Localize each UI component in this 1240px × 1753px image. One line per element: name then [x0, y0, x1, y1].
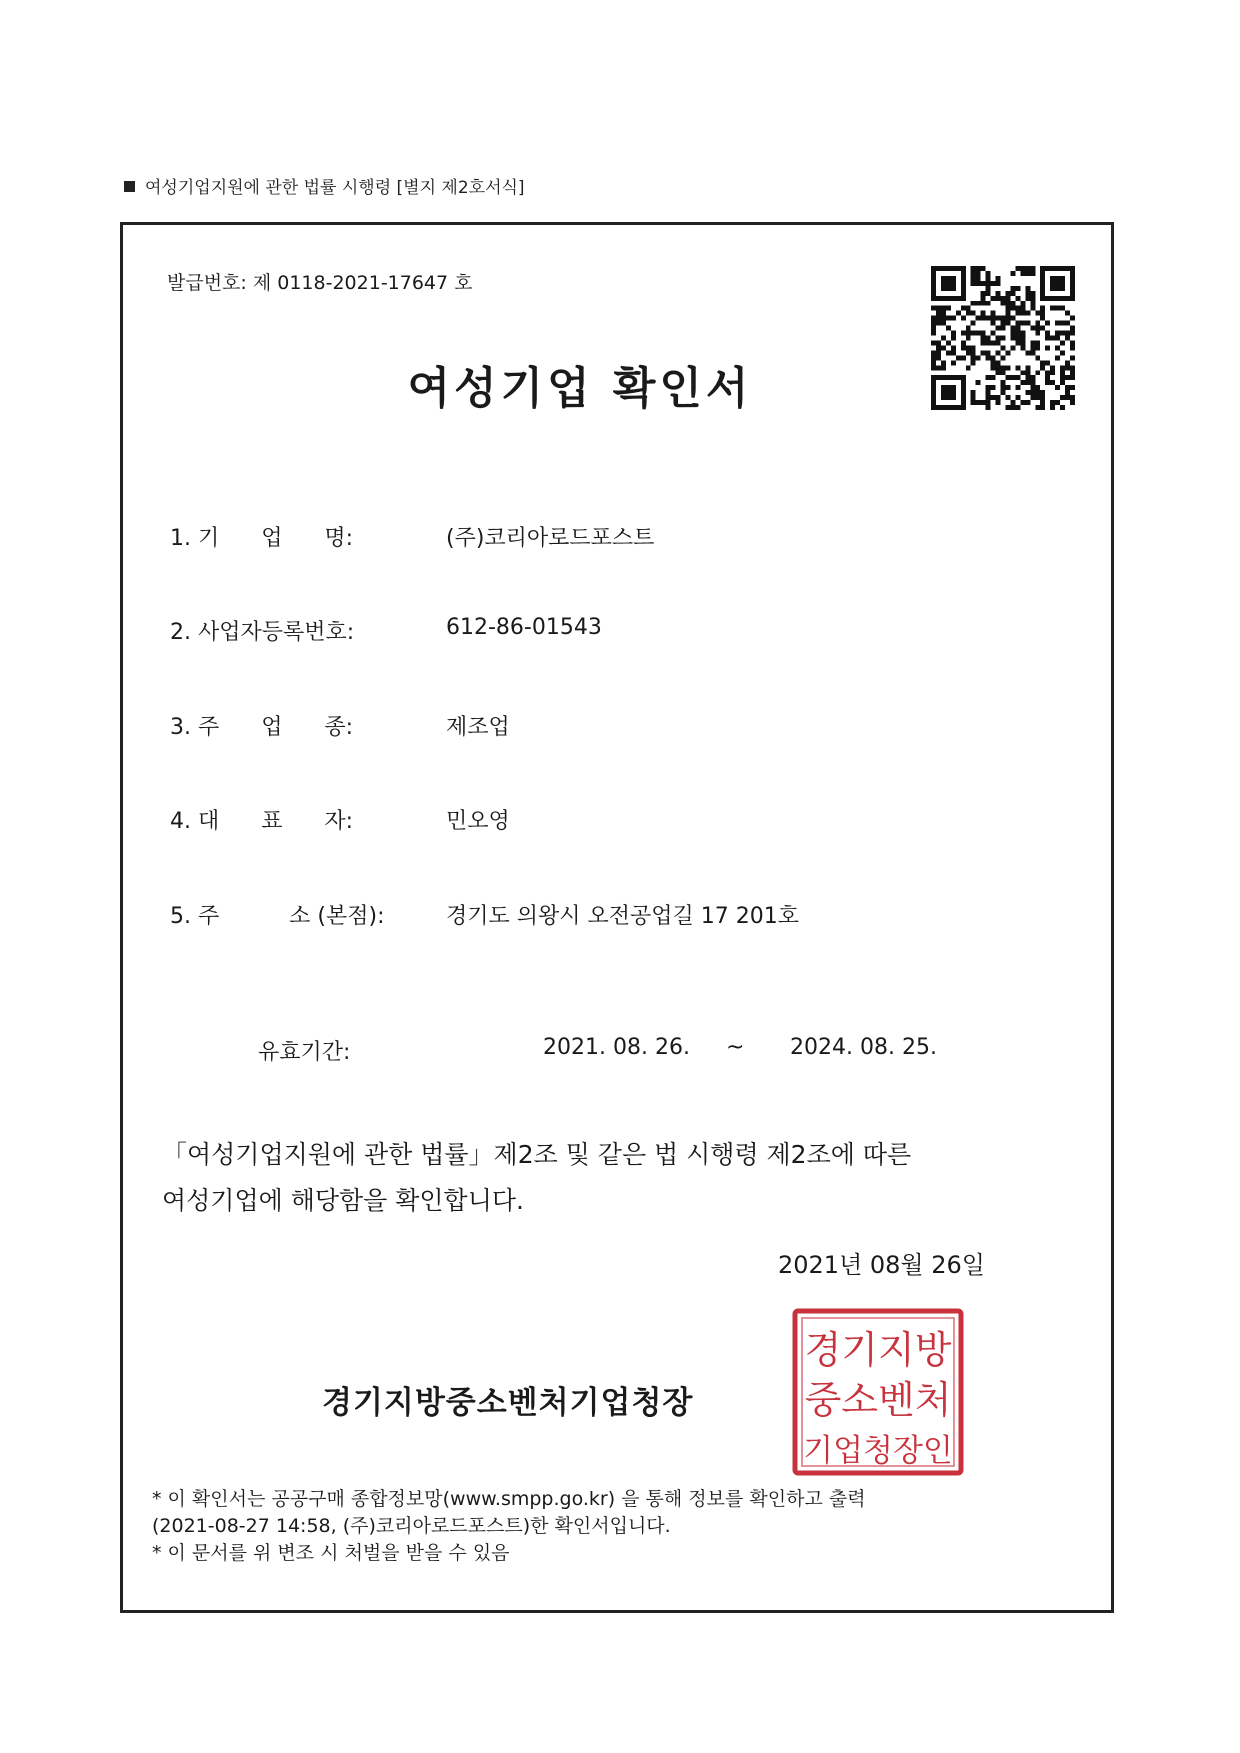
note-line: * 이 확인서는 공공구매 종합정보망(www.smpp.go.kr) 을 통해 정보를 확인하고 출력	[152, 1488, 866, 1510]
validity-start: 2021. 08. 26.	[543, 1035, 690, 1060]
validity-label: 유효기간:	[258, 1040, 351, 1065]
seal-text-line: 기업청장인	[803, 1433, 953, 1469]
field-label: 3. 주 업 종:	[170, 715, 354, 740]
note-line: * 이 문서를 위 변조 시 처벌을 받을 수 있음	[152, 1542, 510, 1564]
seal-text-line: 경기지방	[804, 1328, 952, 1372]
statement-line: 여성기업에 해당함을 확인합니다.	[162, 1186, 524, 1215]
validity-separator: ~	[726, 1035, 745, 1060]
issue-number: 발급번호: 제 0118-2021-17647 호	[167, 272, 473, 294]
confirmation-statement	[162, 1132, 1022, 1224]
field-value: 제조업	[446, 715, 510, 740]
form-reference	[124, 173, 525, 198]
footer-notes	[152, 1486, 866, 1567]
field-label: 1. 기 업 명:	[170, 526, 354, 551]
issue-date: 2021년 08월 26일	[778, 1251, 985, 1279]
form-reference-text: 여성기업지원에 관한 법률 시행령 [별지 제2호서식]	[145, 178, 525, 198]
official-seal	[790, 1306, 966, 1478]
issuer-name: 경기지방중소벤처기업청장	[322, 1385, 694, 1421]
document-title: 여성기업 확인서	[407, 363, 753, 414]
field-label: 4. 대 표 자:	[170, 809, 354, 834]
field-value: 612-86-01543	[446, 615, 602, 640]
seal-text-line: 중소벤처	[804, 1378, 952, 1422]
field-value: 민오영	[446, 809, 510, 834]
field-label: 2. 사업자등록번호:	[170, 620, 355, 645]
field-value: 경기도 의왕시 오전공업길 17 201호	[446, 904, 799, 929]
note-line: (2021-08-27 14:58, (주)코리아로드포스트)한 확인서입니다.	[152, 1515, 671, 1537]
validity-end: 2024. 08. 25.	[790, 1035, 937, 1060]
statement-line: 「여성기업지원에 관한 법률」제2조 및 같은 법 시행령 제2조에 따른	[162, 1140, 912, 1169]
black-square-icon	[124, 181, 135, 192]
field-label: 5. 주 소 (본점):	[170, 904, 385, 929]
field-value: (주)코리아로드포스트	[446, 526, 655, 551]
